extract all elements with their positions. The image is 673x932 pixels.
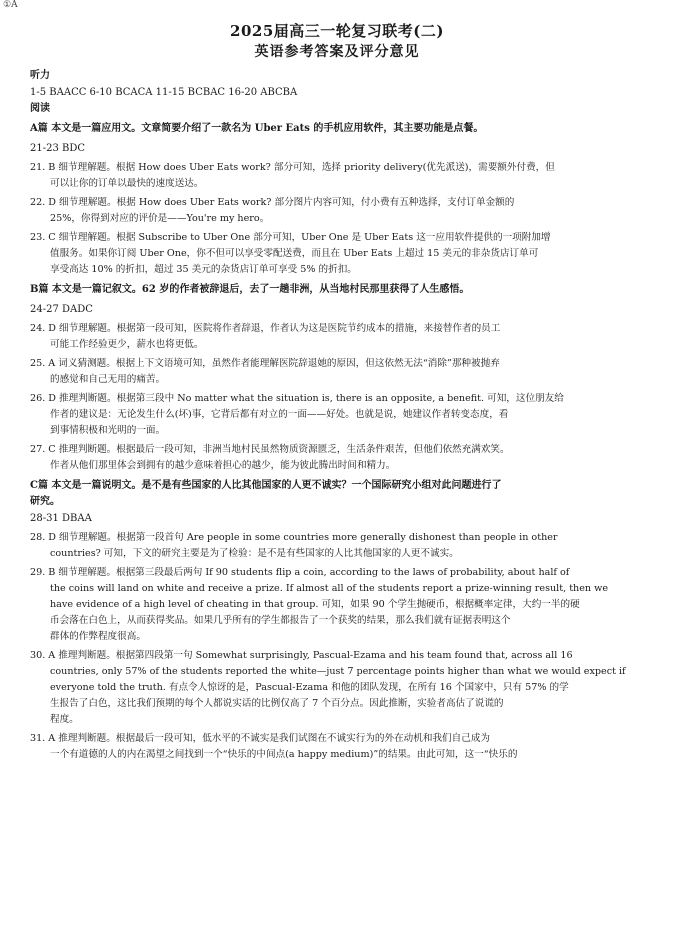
item-line: 可能工作经验更少，薪水也将更低。	[50, 339, 204, 350]
item-line: have evidence of a high level of cheating in that group. 可知，如果 90 个学生抛硬币，根据概率定律，大约一半的硬	[50, 599, 580, 610]
item-line: 作者的建议是：无论发生什么(坏)事，它背后都有对立的一面——好处。也就是说，她建议作者转变态度，看	[50, 409, 509, 420]
passage-c-summary: C篇 本文是一篇说明文。是不是有些国家的人比其他国家的人更不诚实？一个国际研究小组对此问题进行了	[30, 480, 502, 491]
item-line: 作者从他们那里体会到拥有的越少意味着担心的越少，能为彼此腾出时间和精力。	[50, 460, 396, 471]
answer-item-24	[30, 321, 644, 353]
document-subtitle: 英语参考答案及评分意见	[254, 44, 420, 60]
reading-heading: 阅读	[30, 103, 50, 114]
item-line: 25. A 词义猜测题。根据上下文语境可知，虽然作者能理解医院辞退她的原因，但这依然无法“消除”那种被抛弃	[30, 358, 500, 369]
answer-item-21	[30, 160, 644, 192]
item-line: 28. D 细节理解题。根据第一段首句 Are people in some countries more generally dishonest than people in other	[30, 532, 558, 543]
item-line: 23. C 细节理解题。根据 Subscribe to Uber One 部分可知，Uber One 是 Uber Eats 这一应用软件提供的一项附加增	[30, 232, 551, 243]
item-line: 31. A 推理判断题。根据最后一段可知，低水平的不诚实是我们试图在不诚实行为的外在动机和我们自己成为	[30, 733, 491, 744]
answer-item-30	[30, 648, 644, 728]
item-line: 一个有道德的人的内在渴望之间找到一个“快乐的中间点(a happy medium)”的结果。由此可知，这一“快乐的	[50, 749, 518, 760]
item-line: 22. D 细节理解题。根据 How does Uber Eats work? 部分图片内容可知，付小费有五种选择，支付订单金额的	[30, 197, 515, 208]
answer-item-23	[30, 230, 644, 278]
passage-c-answers: 28-31 DBAA	[30, 513, 92, 524]
answer-item-31	[30, 731, 644, 763]
item-line: 25%，你得到对应的评价是——You're my hero。	[50, 213, 270, 224]
answer-item-26	[30, 391, 644, 439]
item-line: everyone told the truth. 有点令人惊讶的是，Pascual-Ezama 和他的团队发现，在所有 16 个国家中，只有 57% 的学	[50, 682, 569, 693]
answer-item-25	[30, 356, 644, 388]
item-line: 值服务。如果你订阅 Uber One，你不但可以享受零配送费，而且在 Uber Eats 上超过 15 美元的非杂货店订单可	[50, 248, 539, 259]
passage-b-answers: 24-27 DADC	[30, 304, 93, 315]
document-page	[30, 20, 644, 766]
item-line: 群体的作弊程度很高。	[50, 631, 146, 642]
item-line: countries, only 57% of the students reported the white—just 7 percentage points higher than what we would expect if	[50, 666, 626, 677]
answer-item-28	[30, 530, 644, 562]
listening-answers: 1-5 BAACC 6-10 BCACA 11-15 BCBAC 16-20 ABCBA	[30, 87, 298, 98]
item-line: 30. A 推理判断题。根据第四段第一句 Somewhat surprisingly, Pascual-Ezama and his team found that, across all 16	[30, 650, 573, 661]
item-line: 21. B 细节理解题。根据 How does Uber Eats work? 部分可知，选择 priority delivery(优先派送)，需要额外付费，但	[30, 162, 555, 173]
item-line: the coins will land on white and receive a prize. If almost all of the students report a prize-winning result, then we	[50, 583, 609, 594]
passage-a-answers: 21-23 BDC	[30, 143, 86, 154]
listening-heading: 听力	[30, 70, 50, 81]
answer-item-27	[30, 442, 644, 474]
item-line: 享受高达 10% 的折扣，超过 35 美元的杂货店订单可享受 5% 的折扣。	[50, 264, 357, 275]
item-line: 可以让你的订单以最快的速度送达。	[50, 178, 204, 189]
item-line: 生报告了白色，这比我们预期的每个人都说实话的比例仅高了 7 个百分点。因此推断，实验者高估了说谎的	[50, 698, 504, 709]
answer-item-29	[30, 565, 644, 645]
passage-a-summary: A篇 本文是一篇应用文。文章简要介绍了一款名为 Uber Eats 的手机应用软件，其主要功能是点餐。	[30, 123, 484, 134]
item-line: 27. C 推理判断题。根据最后一段可知，非洲当地村民虽然物质资源匮乏，生活条件艰苦，但他们依然充满欢笑。	[30, 444, 510, 455]
passage-c-summary-cont: 研究。	[30, 496, 60, 507]
item-line: 26. D 推理判断题。根据第三段中 No matter what the situation is, there is an opposite, a benefit. 可知，这位朋友给	[30, 393, 564, 404]
passage-b-summary: B篇 本文是一篇记叙文。62 岁的作者被辞退后，去了一趟非洲，从当地村民那里获得了人生感悟。	[30, 284, 470, 295]
document-title: 2025届高三一轮复习联考(二)	[230, 22, 444, 40]
item-line: countries? 可知，下文的研究主要是为了检验：是不是有些国家的人比其他国家的人更不诚实。	[50, 548, 459, 559]
item-line: 的感觉和自己无用的痛苦。	[50, 374, 166, 385]
item-line: 到事情积极和光明的一面。	[50, 425, 166, 436]
corner-mark: ①A	[3, 0, 18, 10]
item-line: 币会落在白色上，从而获得奖品。如果几乎所有的学生都报告了一个获奖的结果，那么我们就有证据表明这个	[50, 615, 511, 626]
answer-item-22	[30, 195, 644, 227]
item-line: 程度。	[50, 714, 79, 725]
item-line: 29. B 细节理解题。根据第三段最后两句 If 90 students flip a coin, according to the laws of probability, about half of	[30, 567, 570, 578]
item-line: 24. D 细节理解题。根据第一段可知，医院将作者辞退，作者认为这是医院节约成本的措施，来接替作者的员工	[30, 323, 501, 334]
